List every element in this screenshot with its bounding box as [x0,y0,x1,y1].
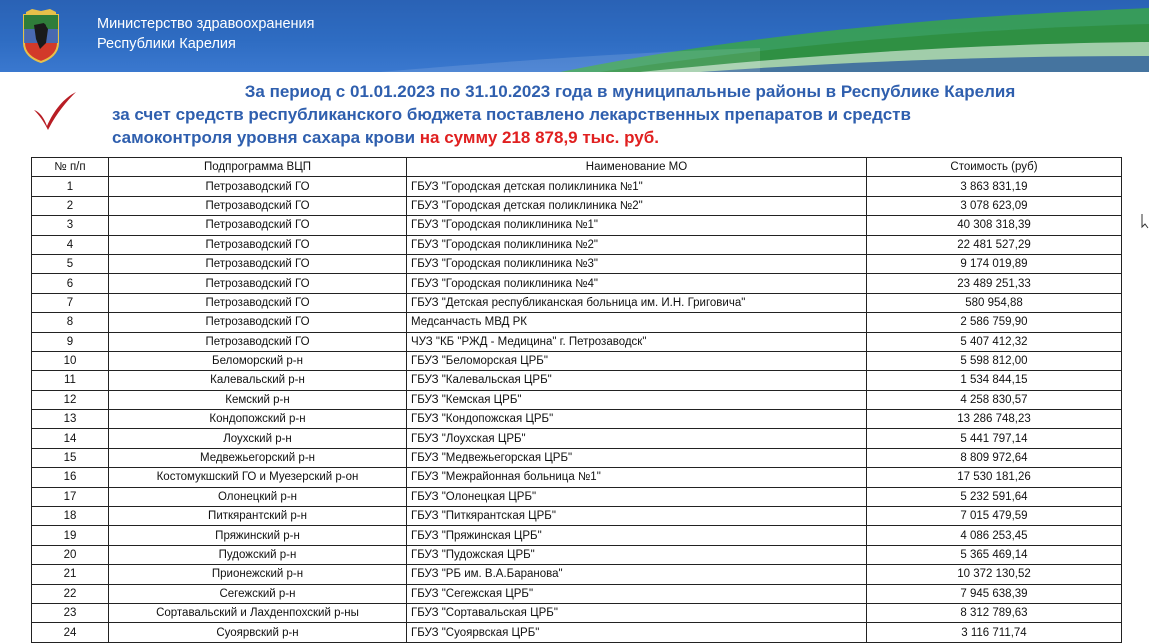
cost-cell: 580 954,88 [867,293,1122,312]
cost-cell: 8 312 789,63 [867,603,1122,622]
title-line-1: За период с 01.01.2023 по 31.10.2023 года в муниципальные районы в Республике Карелия [244,82,1016,101]
table-row [32,371,1122,390]
ministry-line-1: Министерство здравоохранения [97,16,315,32]
table-row [32,623,1122,642]
column-header-cost: Стоимость (руб) [867,158,1122,177]
row-number: 23 [32,603,109,622]
row-number: 17 [32,487,109,506]
row-number: 12 [32,390,109,409]
table-row [32,468,1122,487]
organization-cell: ГБУЗ "РБ им. В.А.Баранова" [407,565,867,584]
table-row [32,603,1122,622]
table-row [32,293,1122,312]
row-number: 2 [32,196,109,215]
total-amount: на сумму 218 878,9 тыс. руб. [419,128,659,147]
row-number: 15 [32,448,109,467]
row-number: 9 [32,332,109,351]
row-number: 5 [32,254,109,273]
row-number: 20 [32,545,109,564]
cost-cell: 4 086 253,45 [867,526,1122,545]
table-row [32,332,1122,351]
row-number: 7 [32,293,109,312]
cost-cell: 7 945 638,39 [867,584,1122,603]
organization-cell: ГБУЗ "Сортавальская ЦРБ" [407,603,867,622]
cost-cell: 1 534 844,15 [867,371,1122,390]
cost-cell: 23 489 251,33 [867,274,1122,293]
organization-cell: ГБУЗ "Кемская ЦРБ" [407,390,867,409]
row-number: 6 [32,274,109,293]
organization-cell: ГБУЗ "Детская республиканская больница им. И.Н. Григовича" [407,293,867,312]
ministry-line-2: Республики Карелия [97,36,236,52]
mouse-cursor-icon [1141,213,1149,229]
subprogram-cell: Пряжинский р-н [109,526,407,545]
row-number: 3 [32,216,109,235]
organization-cell: ГБУЗ "Сегежская ЦРБ" [407,584,867,603]
subprogram-cell: Петрозаводский ГО [109,293,407,312]
table-row [32,313,1122,332]
column-header-subprogram: Подпрограмма ВЦП [109,158,407,177]
subprogram-cell: Петрозаводский ГО [109,313,407,332]
row-number: 8 [32,313,109,332]
subprogram-cell: Сегежский р-н [109,584,407,603]
subprogram-cell: Петрозаводский ГО [109,332,407,351]
organization-cell: ГБУЗ "Городская детская поликлиника №2" [407,196,867,215]
organization-cell: ГБУЗ "Городская поликлиника №2" [407,235,867,254]
title-line-3 [100,126,1130,149]
subprogram-cell: Суоярвский р-н [109,623,407,642]
table-row [32,390,1122,409]
subprogram-cell: Лоухский р-н [109,429,407,448]
table-row [32,216,1122,235]
table-row [32,545,1122,564]
table-row [32,235,1122,254]
row-number: 21 [32,565,109,584]
table-row [32,196,1122,215]
table-row [32,351,1122,370]
column-header-organization: Наименование МО [407,158,867,177]
organization-cell: ГБУЗ "Беломорская ЦРБ" [407,351,867,370]
organization-cell: ГБУЗ "Калевальская ЦРБ" [407,371,867,390]
organization-cell: ГБУЗ "Лоухская ЦРБ" [407,429,867,448]
subprogram-cell: Кемский р-н [109,390,407,409]
page-title [100,80,1130,149]
subprogram-cell: Петрозаводский ГО [109,254,407,273]
organization-cell: ГБУЗ "Межрайонная больница №1" [407,468,867,487]
cost-cell: 4 258 830,57 [867,390,1122,409]
organization-cell: ГБУЗ "Суоярвская ЦРБ" [407,623,867,642]
row-number: 24 [32,623,109,642]
row-number: 13 [32,410,109,429]
organization-cell: ГБУЗ "Питкярантская ЦРБ" [407,507,867,526]
table-row [32,429,1122,448]
karelia-coat-of-arms-icon [20,9,62,63]
supply-cost-table [31,157,1122,643]
cost-cell: 22 481 527,29 [867,235,1122,254]
table-row [32,177,1122,196]
row-number: 14 [32,429,109,448]
cost-cell: 3 116 711,74 [867,623,1122,642]
subprogram-cell: Беломорский р-н [109,351,407,370]
table-row [32,274,1122,293]
cost-cell: 7 015 479,59 [867,507,1122,526]
subprogram-cell: Олонецкий р-н [109,487,407,506]
row-number: 1 [32,177,109,196]
table-row [32,254,1122,273]
ministry-name [97,14,315,54]
row-number: 16 [32,468,109,487]
column-header-number: № п/п [32,158,109,177]
table-row [32,584,1122,603]
header-banner [0,0,1149,72]
table-row [32,487,1122,506]
organization-cell: ГБУЗ "Кондопожская ЦРБ" [407,410,867,429]
subprogram-cell: Костомукшский ГО и Муезерский р-он [109,468,407,487]
organization-cell: Медсанчасть МВД РК [407,313,867,332]
subprogram-cell: Питкярантский р-н [109,507,407,526]
subprogram-cell: Медвежьегорский р-н [109,448,407,467]
cost-cell: 3 863 831,19 [867,177,1122,196]
subprogram-cell: Петрозаводский ГО [109,177,407,196]
organization-cell: ГБУЗ "Городская поликлиника №1" [407,216,867,235]
cost-cell: 5 232 591,64 [867,487,1122,506]
cost-cell: 5 407 412,32 [867,332,1122,351]
subprogram-cell: Петрозаводский ГО [109,216,407,235]
title-line-2: за счет средств республиканского бюджета поставлено лекарственных препаратов и средств [112,105,911,124]
organization-cell: ГБУЗ "Городская детская поликлиника №1" [407,177,867,196]
cost-cell: 17 530 181,26 [867,468,1122,487]
subprogram-cell: Кондопожский р-н [109,410,407,429]
organization-cell: ГБУЗ "Медвежьегорская ЦРБ" [407,448,867,467]
organization-cell: ГБУЗ "Олонецкая ЦРБ" [407,487,867,506]
table-row [32,565,1122,584]
organization-cell: ГБУЗ "Городская поликлиника №4" [407,274,867,293]
cost-cell: 5 598 812,00 [867,351,1122,370]
cost-cell: 5 441 797,14 [867,429,1122,448]
subprogram-cell: Пудожский р-н [109,545,407,564]
subprogram-cell: Петрозаводский ГО [109,274,407,293]
cost-cell: 13 286 748,23 [867,410,1122,429]
table-row [32,410,1122,429]
row-number: 4 [32,235,109,254]
row-number: 18 [32,507,109,526]
cost-cell: 8 809 972,64 [867,448,1122,467]
red-checkmark-icon [32,90,78,130]
row-number: 19 [32,526,109,545]
subprogram-cell: Прионежский р-н [109,565,407,584]
cost-cell: 5 365 469,14 [867,545,1122,564]
cost-cell: 10 372 130,52 [867,565,1122,584]
row-number: 11 [32,371,109,390]
table-row [32,526,1122,545]
table-header-row [32,158,1122,177]
table-row [32,448,1122,467]
subprogram-cell: Петрозаводский ГО [109,235,407,254]
subprogram-cell: Калевальский р-н [109,371,407,390]
title-line-3-text: самоконтроля уровня сахара крови [112,128,416,147]
table-body [32,177,1122,642]
row-number: 10 [32,351,109,370]
organization-cell: ГБУЗ "Пудожская ЦРБ" [407,545,867,564]
subprogram-cell: Петрозаводский ГО [109,196,407,215]
organization-cell: ГБУЗ "Пряжинская ЦРБ" [407,526,867,545]
cost-cell: 2 586 759,90 [867,313,1122,332]
table-row [32,507,1122,526]
cost-cell: 9 174 019,89 [867,254,1122,273]
cost-cell: 3 078 623,09 [867,196,1122,215]
cost-cell: 40 308 318,39 [867,216,1122,235]
organization-cell: ЧУЗ "КБ "РЖД - Медицина" г. Петрозаводск" [407,332,867,351]
row-number: 22 [32,584,109,603]
organization-cell: ГБУЗ "Городская поликлиника №3" [407,254,867,273]
subprogram-cell: Сортавальский и Лахденпохский р-ны [109,603,407,622]
